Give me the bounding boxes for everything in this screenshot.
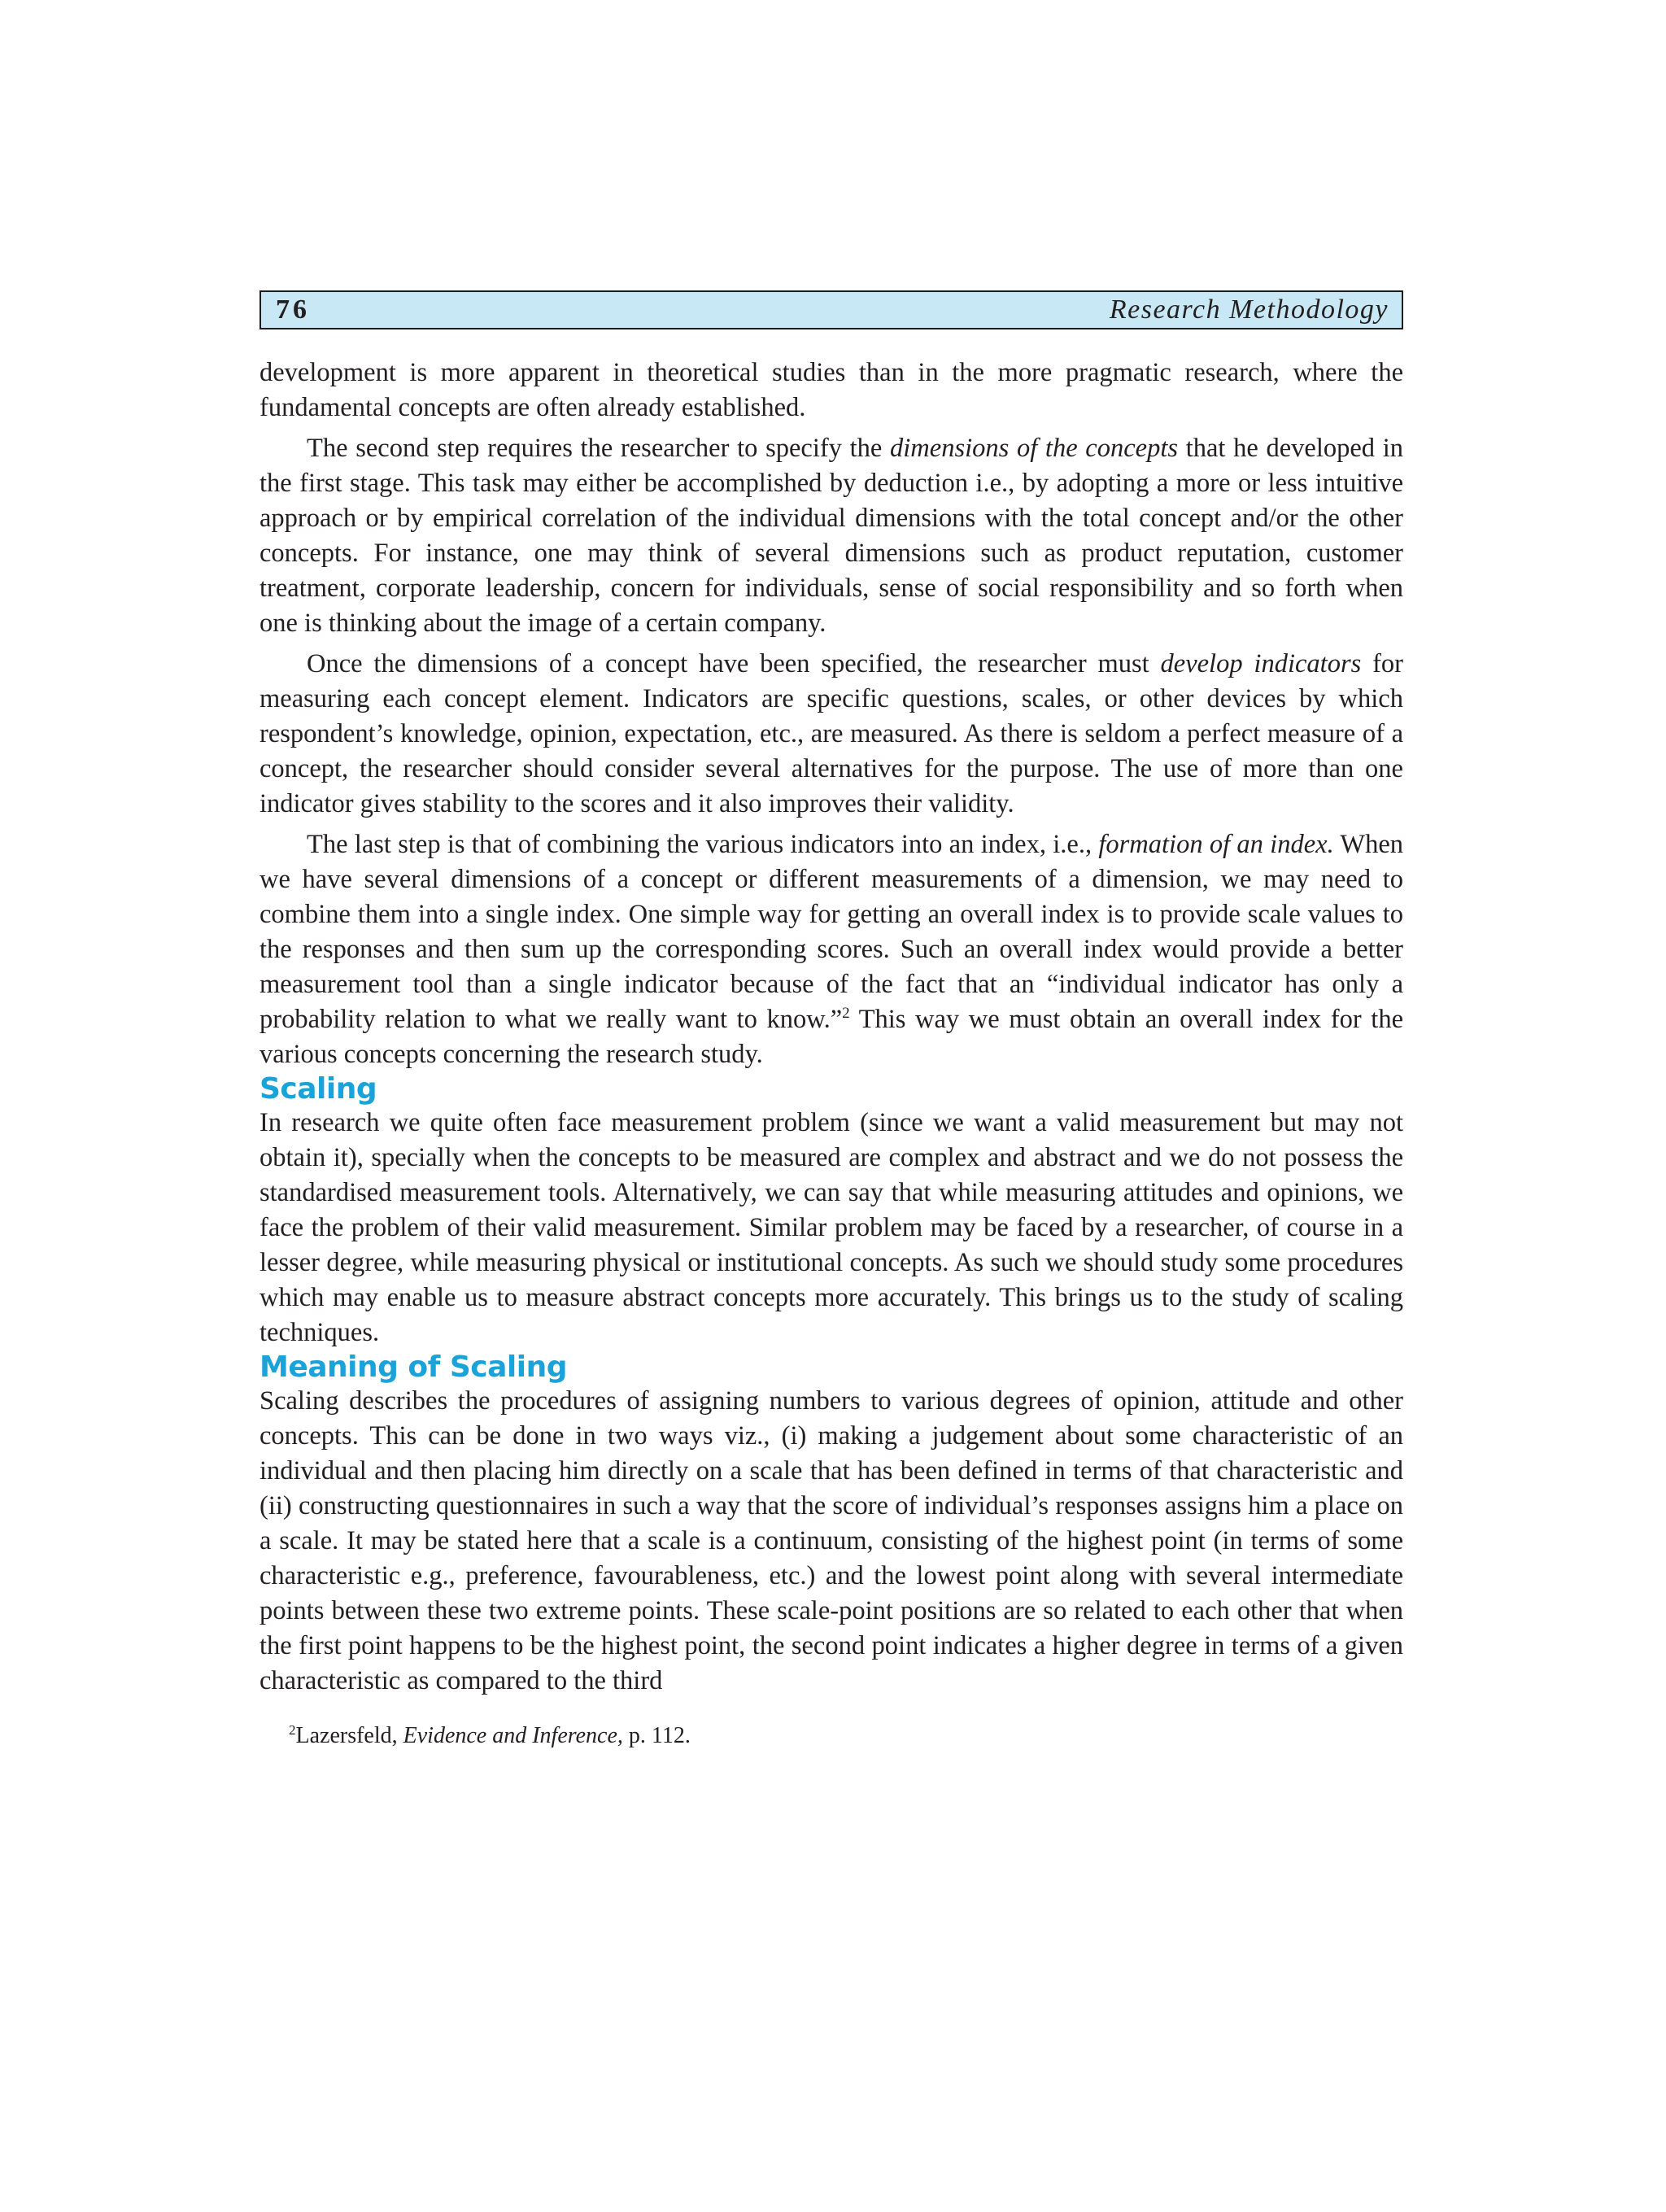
text-run: The second step requires the researcher to specify the — [307, 434, 891, 463]
running-head — [259, 290, 1403, 329]
book-title: Research Methodology — [1109, 294, 1389, 325]
paragraph-indicators — [259, 647, 1403, 822]
footnote-page: p. 112. — [622, 1723, 691, 1748]
text-run: The last step is that of combining the various indicators into an index, i.e., — [307, 830, 1099, 859]
footnote-title: Evidence and Inference, — [403, 1723, 623, 1748]
text-run: for measuring each concept element. Indicators are specific questions, scales, or other devices by which respondent’s knowledge, opinion, expectation, etc., are measured. As there is seldom a perfect measure of a concept, the researcher should consider several alternatives for the purpose. The use of more than one indicator gives stability to the scores and it also improves their validity. — [259, 649, 1403, 818]
paragraph-meaning-of-scaling: Scaling describes the procedures of assigning numbers to various degrees of opinion, attitude and other concepts. This can be done in two ways viz., (i) making a judgement about some characteristic of an individual and then placing him directly on a scale that has been defined in terms of that characteristic and (ii) constructing questionnaires in such a way that the score of individual’s responses assigns him a place on a scale. It may be stated here that a scale is a continuum, consisting of the highest point (in terms of some characteristic e.g., preference, favourableness, etc.) and the lowest point along with several intermediate points between these two extreme points. These scale-point positions are so related to each other that when the first point happens to be the highest point, the second point indicates a higher degree in terms of a given characteristic as compared to the third — [259, 1386, 1403, 1695]
text-run: When we have several dimensions of a concept or different measurements of a dimension, we may need to combine them into a single index. One simple way for getting an overall index is to provide scale values to the responses and then sum up the corresponding scores. Such an overall index would provide a better measurement tool than a single indicator because of the fact that an “individual indicator has only a probability relation to what we really want to know.” — [259, 830, 1403, 1034]
footnote — [259, 1721, 1403, 1751]
paragraph-index — [259, 827, 1403, 1072]
footnote-marker: 2 — [289, 1722, 296, 1738]
paragraph-continuation: development is more apparent in theoretical studies than in the more pragmatic research, where the fundamental concepts are often already established. — [259, 358, 1403, 422]
text-run: This way we must obtain an overall index for the various concepts concerning the research study. — [259, 1005, 1404, 1069]
paragraph-dimensions — [259, 431, 1403, 641]
page-number: 76 — [276, 294, 310, 325]
emphasis-text: formation of an index. — [1098, 830, 1334, 859]
footnote-reference: 2 — [842, 1005, 850, 1022]
paragraph-scaling: In research we quite often face measurement problem (since we want a valid measurement but may not obtain it), specially when the concepts to be measured are complex and abstract and we do not possess the standardised measurement tools. Alternatively, we can say that while measuring attitudes and opinions, we face the problem of their valid measurement. Similar problem may be faced by a researcher, of course in a lesser degree, while measuring physical or institutional concepts. As such we should study some procedures which may enable us to measure abstract concepts more accurately. This brings us to the study of scaling techniques. — [259, 1108, 1403, 1347]
footnote-author: Lazersfeld, — [295, 1723, 403, 1748]
text-run: Once the dimensions of a concept have been specified, the researcher must — [307, 649, 1161, 678]
section-heading-meaning-of-scaling: Meaning of Scaling — [259, 1350, 567, 1384]
book-page — [259, 290, 1403, 1751]
text-run: that he developed in the first stage. This task may either be accomplished by deduction i.e., by adopting a more or less intuitive approach or by empirical correlation of the individual dimensions with the total concept and/or the other concepts. For instance, one may think of several dimensions such as product reputation, customer treatment, corporate leadership, concern for individuals, sense of social responsibility and so forth when one is thinking about the image of a certain company. — [259, 434, 1404, 638]
section-heading-scaling: Scaling — [259, 1072, 377, 1106]
emphasis-text: develop indicators — [1160, 649, 1362, 678]
emphasis-text: dimensions of the concepts — [890, 434, 1179, 463]
